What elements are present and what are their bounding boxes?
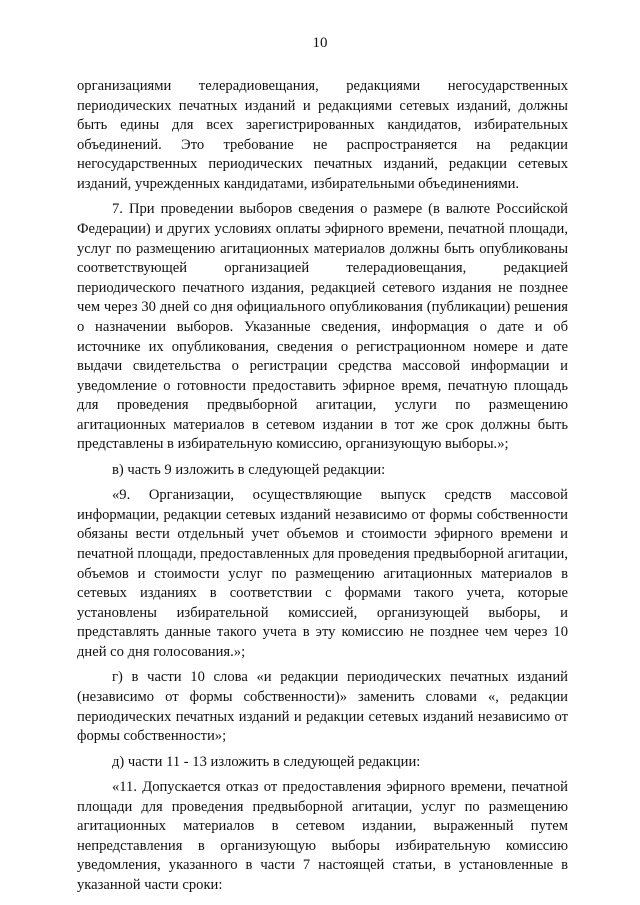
paragraph-item-7: 7. При проведении выборов сведения о размере (в валюте Российской Федерации) и других условиях оплаты эфирного времени, печатной площади, услуг по размещению агитационных материалов должны быть опубликованы соответствующей организацией телерадиовещания, редакцией периодического печатного издания, редакцией сетевого издания не позднее чем через 30 дней со дня официального опубликования (публикации) решения о назначении выборов. Указанные сведения, информация о дате и об источнике их опубликования, сведения о регистрационном номере и дате выдачи свидетельства о регистрации средства массовой информации и уведомление о готовности предоставить эфирное время, печатную площадь для проведения предвыборной агитации, услуги по размещению агитационных материалов в сетевом издании в тот же срок должны быть представлены в избирательную комиссию, организующую выборы.»;: [77, 201, 568, 453]
document-body: [77, 77, 568, 901]
paragraph-item-11: «11. Допускается отказ от предоставления эфирного времени, печатной площади для проведения предвыборной агитации, услуг по размещению агитационных материалов в сетевом издании, выраженный путем непредставления в организующую выборы избирательную комиссию уведомления, указанного в части 7 настоящей статьи, в установленные в указанной части сроки:: [77, 778, 568, 893]
paragraph-item-9: «9. Организации, осуществляющие выпуск средств массовой информации, редакции сетевых изданий независимо от формы собственности обязаны вести отдельный учет объемов и стоимости эфирного времени и печатной площади, предоставленных для проведения предвыборной агитации, объемов и стоимости услуг по размещению агитационных материалов в сетевых изданиях в соответствии с формами такого учета, которые установлены избирательной комиссией, организующей выборы, и представлять данные такого учета в эту комиссию не позднее чем через 10 дней со дня голосования.»;: [77, 487, 568, 661]
paragraph-amendment-d: д) части 11 - 13 изложить в следующей редакции:: [112, 753, 421, 770]
paragraph-continuation: организациями телерадиовещания, редакциями негосударственных периодических печатных изданий и редакциями сетевых изданий, должны быть едины для всех зарегистрированных кандидатов, избирательных объединений. Это требование не распространяется на редакции негосударственных периодических печатных изданий, редакции сетевых изданий, учрежденных кандидатами, избирательными объединениями.: [77, 78, 568, 192]
page-number: 10: [312, 35, 328, 51]
paragraph-amendment-g: г) в части 10 слова «и редакции периодических печатных изданий (независимо от формы собственности)» заменить словами «, редакции периодических печатных изданий и редакции сетевых изданий независимо от формы собственности»;: [77, 669, 568, 745]
paragraph-amendment-v: в) часть 9 изложить в следующей редакции:: [112, 461, 386, 478]
